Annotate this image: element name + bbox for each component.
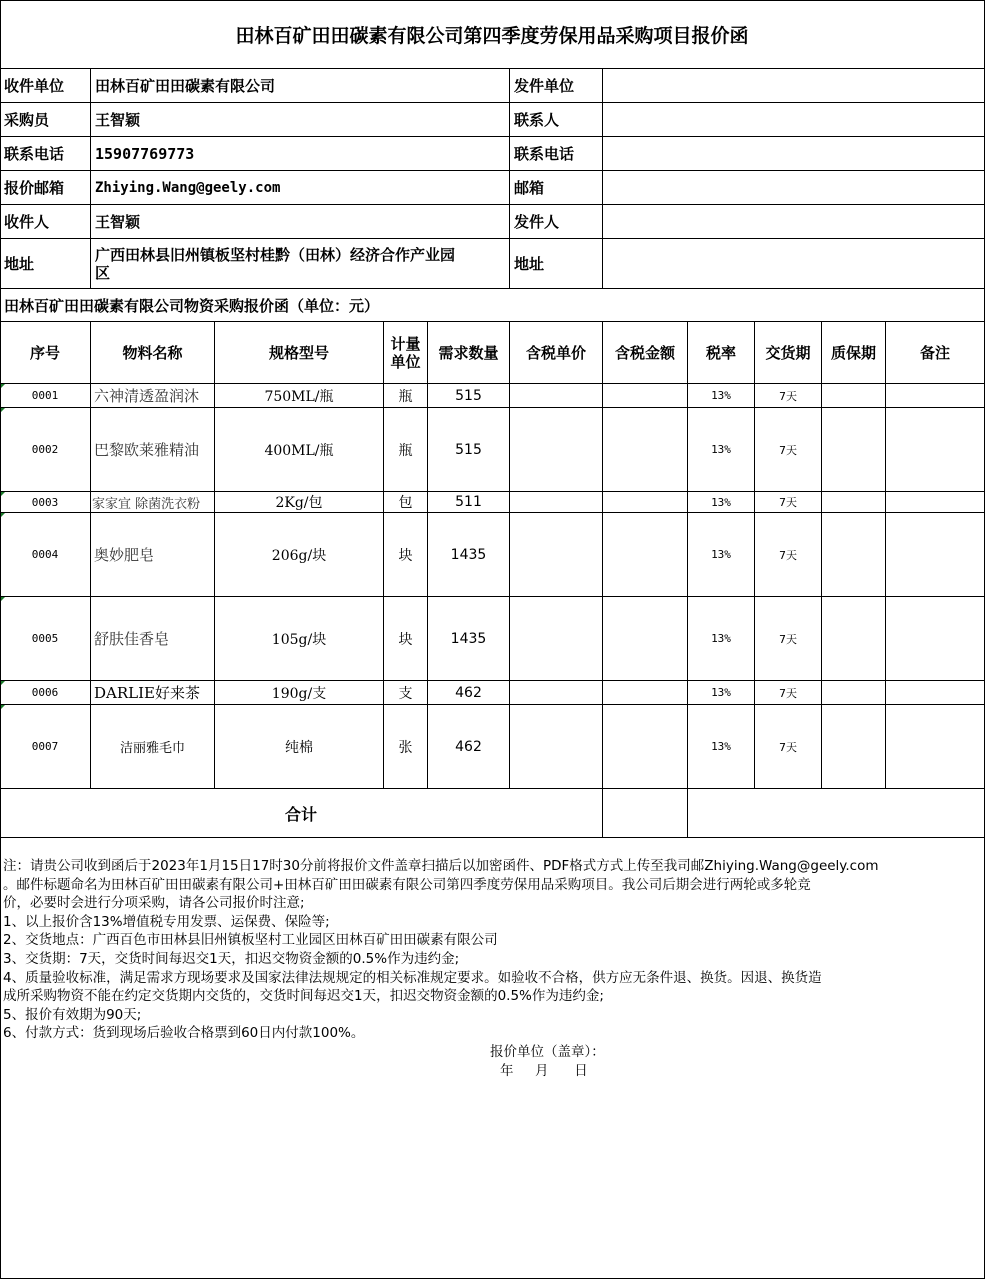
address-label: 地址 [0, 239, 91, 289]
col-header-remark: 备注 [886, 322, 985, 384]
row1-unit[interactable]: 瓶 [384, 384, 428, 408]
row6-unit[interactable]: 支 [384, 681, 428, 705]
row1-remark[interactable] [886, 384, 985, 408]
email-label-right: 邮箱 [510, 171, 603, 205]
row5-warranty[interactable] [822, 597, 886, 681]
col-header-unit [384, 322, 428, 384]
row5-price[interactable] [510, 597, 603, 681]
col-header-spec: 规格型号 [215, 322, 384, 384]
row5-unit[interactable]: 块 [384, 597, 428, 681]
col-header-seq: 序号 [0, 322, 91, 384]
row2-name[interactable]: 巴黎欧莱雅精油 [91, 408, 215, 492]
sender-label: 发件人 [510, 205, 603, 239]
row4-unit[interactable]: 块 [384, 513, 428, 597]
address-line-2: 区 [95, 263, 111, 282]
row3-amount[interactable] [603, 492, 688, 513]
row2-qty[interactable]: 515 [428, 408, 510, 492]
row2-seq[interactable]: 0002 [0, 408, 91, 492]
row5-qty[interactable]: 1435 [428, 597, 510, 681]
recv-unit-label: 收件单位 [0, 69, 91, 103]
row7-seq[interactable]: 0007 [0, 705, 91, 789]
row4-remark[interactable] [886, 513, 985, 597]
col-header-qty: 需求数量 [428, 322, 510, 384]
row3-remark[interactable] [886, 492, 985, 513]
row4-delivery[interactable]: 7天 [755, 513, 822, 597]
row4-price[interactable] [510, 513, 603, 597]
row3-qty[interactable]: 511 [428, 492, 510, 513]
address-value-right[interactable] [603, 239, 985, 289]
col-header-price: 含税单价 [510, 322, 603, 384]
row7-qty[interactable]: 462 [428, 705, 510, 789]
email-label: 报价邮箱 [0, 171, 91, 205]
address-value[interactable] [91, 239, 510, 289]
row5-seq[interactable]: 0005 [0, 597, 91, 681]
receiver-label: 收件人 [0, 205, 91, 239]
row6-qty[interactable]: 462 [428, 681, 510, 705]
phone-value-right[interactable] [603, 137, 985, 171]
col-header-unit-line1: 计量 [390, 334, 421, 353]
col-header-amount: 含税金额 [603, 322, 688, 384]
row2-spec[interactable]: 400ML/瓶 [215, 408, 384, 492]
row5-tax[interactable]: 13% [688, 597, 755, 681]
sender-value[interactable] [603, 205, 985, 239]
contact-value[interactable] [603, 103, 985, 137]
note-line: 5、报价有效期为90天; [3, 1006, 142, 1023]
row4-warranty[interactable] [822, 513, 886, 597]
row2-remark[interactable] [886, 408, 985, 492]
row5-spec[interactable]: 105g/块 [215, 597, 384, 681]
phone-label-right: 联系电话 [510, 137, 603, 171]
total-remark[interactable] [688, 789, 985, 838]
col-header-unit-line2: 单位 [390, 352, 421, 371]
row6-amount[interactable] [603, 681, 688, 705]
row6-delivery[interactable]: 7天 [755, 681, 822, 705]
row6-seq[interactable]: 0006 [0, 681, 91, 705]
col-header-warranty: 质保期 [822, 322, 886, 384]
row2-delivery[interactable]: 7天 [755, 408, 822, 492]
send-unit-value[interactable] [603, 69, 985, 103]
row7-delivery[interactable]: 7天 [755, 705, 822, 789]
row4-qty[interactable]: 1435 [428, 513, 510, 597]
row1-spec[interactable]: 750ML/瓶 [215, 384, 384, 408]
row1-warranty[interactable] [822, 384, 886, 408]
col-header-delivery: 交货期 [755, 322, 822, 384]
row7-warranty[interactable] [822, 705, 886, 789]
row1-amount[interactable] [603, 384, 688, 408]
note-line: 2、交货地点：广西百色市田林县旧州镇板坚村工业园区田林百矿田田碳素有限公司 [3, 932, 498, 949]
row2-unit[interactable]: 瓶 [384, 408, 428, 492]
row7-unit[interactable]: 张 [384, 705, 428, 789]
row3-spec[interactable]: 2Kg/包 [215, 492, 384, 513]
send-unit-label: 发件单位 [510, 69, 603, 103]
row2-price[interactable] [510, 408, 603, 492]
row7-remark[interactable] [886, 705, 985, 789]
row6-remark[interactable] [886, 681, 985, 705]
row7-price[interactable] [510, 705, 603, 789]
row3-seq[interactable]: 0003 [0, 492, 91, 513]
total-amount[interactable] [603, 789, 688, 838]
row1-seq[interactable]: 0001 [0, 384, 91, 408]
row7-tax[interactable]: 13% [688, 705, 755, 789]
recv-unit-value[interactable]: 田林百矿田田碳素有限公司 [91, 69, 510, 103]
row2-tax[interactable]: 13% [688, 408, 755, 492]
row6-warranty[interactable] [822, 681, 886, 705]
row5-amount[interactable] [603, 597, 688, 681]
note-line: 3、交货期：7天，交货时间每迟交1天，扣迟交物资金额的0.5%作为违约金; [3, 950, 460, 967]
row3-unit[interactable]: 包 [384, 492, 428, 513]
row7-amount[interactable] [603, 705, 688, 789]
row7-spec[interactable]: 纯棉 [215, 705, 384, 789]
row5-delivery[interactable]: 7天 [755, 597, 822, 681]
section-title: 田林百矿田田碳素有限公司物资采购报价函（单位：元） [0, 289, 985, 322]
row4-tax[interactable]: 13% [688, 513, 755, 597]
row4-seq[interactable]: 0004 [0, 513, 91, 597]
row3-delivery[interactable]: 7天 [755, 492, 822, 513]
note-line: 4、质量验收标准，满足需求方现场要求及国家法律法规规定的相关标准规定要求。如验收不合格，供方应无条件退、换货。因退、换货造 [3, 969, 822, 986]
note-line: 价，必要时会进行分项采购，请各公司报价时注意; [3, 895, 305, 912]
row6-tax[interactable]: 13% [688, 681, 755, 705]
address-label-right: 地址 [510, 239, 603, 289]
page-title[interactable]: 田林百矿田田碳素有限公司第四季度劳保用品采购项目报价函 [0, 0, 985, 69]
col-header-name: 物料名称 [91, 322, 215, 384]
row6-price[interactable] [510, 681, 603, 705]
row2-amount[interactable] [603, 408, 688, 492]
contact-label: 联系人 [510, 103, 603, 137]
row1-tax[interactable]: 13% [688, 384, 755, 408]
row7-name[interactable]: 洁丽雅毛巾 [91, 705, 215, 789]
signature-unit: 报价单位（盖章）： [490, 1043, 605, 1060]
row3-tax[interactable]: 13% [688, 492, 755, 513]
email-value-right[interactable] [603, 171, 985, 205]
address-line-1: 广西田林县旧州镇板坚村桂黔（田林）经济合作产业园 [95, 245, 456, 264]
row2-warranty[interactable] [822, 408, 886, 492]
row4-name[interactable]: 奥妙肥皂 [91, 513, 215, 597]
row1-price[interactable] [510, 384, 603, 408]
row4-spec[interactable]: 206g/块 [215, 513, 384, 597]
row3-warranty[interactable] [822, 492, 886, 513]
note-line: 成所采购物资不能在约定交货期内交货的，交货时间每迟交1天，扣迟交物资金额的0.5%作为违约金; [3, 988, 604, 1005]
note-line: 注：请贵公司收到函后于2023年1月15日17时30分前将报价文件盖章扫描后以加密函件、PDF格式方式上传至我司邮Zhiying.Wang@geely.com [3, 858, 879, 874]
row1-qty[interactable]: 515 [428, 384, 510, 408]
signature-date: 年 月 日 [500, 1062, 588, 1079]
row6-name[interactable]: DARLIE好来茶 [91, 681, 215, 705]
receiver-value[interactable]: 王智颖 [91, 205, 510, 239]
row4-amount[interactable] [603, 513, 688, 597]
phone-label: 联系电话 [0, 137, 91, 171]
buyer-label: 采购员 [0, 103, 91, 137]
col-header-tax: 税率 [688, 322, 755, 384]
email-value[interactable]: Zhiying.Wang@geely.com [91, 171, 510, 205]
notes-block [0, 857, 984, 1080]
note-line: 。邮件标题命名为田林百矿田田碳素有限公司+田林百矿田田碳素有限公司第四季度劳保用品采购项目。我公司后期会进行两轮或多轮竞 [3, 876, 811, 893]
row5-remark[interactable] [886, 597, 985, 681]
buyer-value[interactable]: 王智颖 [91, 103, 510, 137]
row6-spec[interactable]: 190g/支 [215, 681, 384, 705]
row3-price[interactable] [510, 492, 603, 513]
row5-name[interactable]: 舒肤佳香皂 [91, 597, 215, 681]
total-label: 合计 [0, 789, 603, 838]
row3-name[interactable]: 家家宜 除菌洗衣粉 [91, 492, 215, 513]
row1-delivery[interactable]: 7天 [755, 384, 822, 408]
note-line: 6、付款方式：货到现场后验收合格票到60日内付款100%。 [3, 1025, 365, 1042]
row1-name[interactable]: 六神清透盈润沐 [91, 384, 215, 408]
note-line: 1、以上报价含13%增值税专用发票、运保费、保险等; [3, 913, 330, 930]
phone-value[interactable]: 15907769773 [91, 137, 510, 171]
